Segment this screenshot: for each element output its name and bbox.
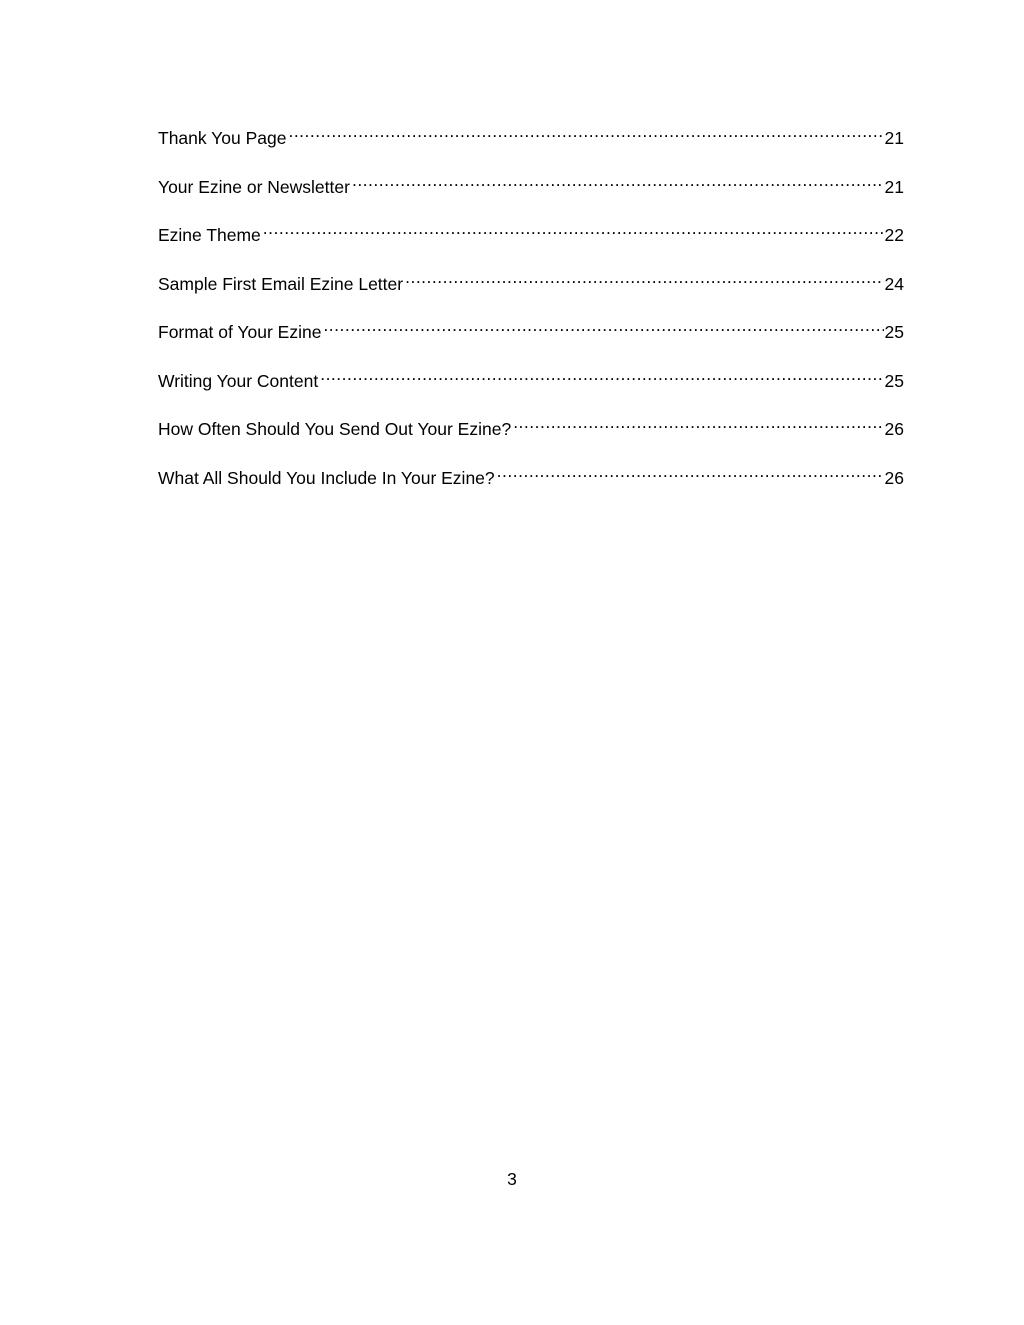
toc-entry-title: Writing Your Content: [158, 370, 319, 391]
toc-entry-ezine-theme[interactable]: [158, 215, 904, 264]
toc-entry-title: Sample First Email Ezine Letter: [158, 273, 404, 294]
toc-dot-leader: [497, 458, 884, 484]
toc-entry-page: 25: [884, 322, 904, 342]
toc-dot-leader: [323, 312, 883, 338]
toc-dot-leader: [352, 167, 884, 193]
toc-entry-title: Thank You Page: [158, 128, 287, 148]
toc-entry-title: Your Ezine or Newsletter: [158, 176, 350, 197]
toc-entry-sample-first-email-ezine-letter[interactable]: [158, 264, 904, 313]
toc-entry-page: 24: [884, 273, 904, 294]
toc-dot-leader: [320, 361, 883, 387]
table-of-contents: [158, 118, 904, 506]
toc-dot-leader: [263, 215, 884, 241]
toc-entry-page: 21: [884, 128, 904, 148]
toc-entry-title: How Often Should You Send Out Your Ezine?: [158, 419, 512, 439]
toc-entry-how-often-should-you-send[interactable]: [158, 409, 904, 458]
toc-entry-title: What All Should You Include In Your Ezine?: [158, 467, 495, 488]
toc-entry-your-ezine-or-newsletter[interactable]: [158, 167, 904, 216]
toc-entry-what-all-should-you-include[interactable]: [158, 458, 904, 507]
toc-entry-page: 25: [884, 370, 904, 391]
toc-entry-page: 21: [884, 176, 904, 197]
toc-dot-leader: [513, 409, 883, 435]
toc-entry-format-of-your-ezine[interactable]: [158, 312, 904, 361]
toc-entry-page: 26: [884, 419, 904, 439]
page-number: 3: [507, 1169, 517, 1189]
toc-dot-leader: [405, 264, 883, 290]
toc-entry-page: 26: [884, 467, 904, 488]
toc-dot-leader: [288, 118, 883, 144]
toc-entry-writing-your-content[interactable]: [158, 361, 904, 410]
toc-entry-thank-you-page[interactable]: [158, 118, 904, 167]
toc-entry-title: Ezine Theme: [158, 225, 261, 245]
toc-entry-page: 22: [884, 225, 904, 245]
toc-entry-title: Format of Your Ezine: [158, 322, 322, 342]
